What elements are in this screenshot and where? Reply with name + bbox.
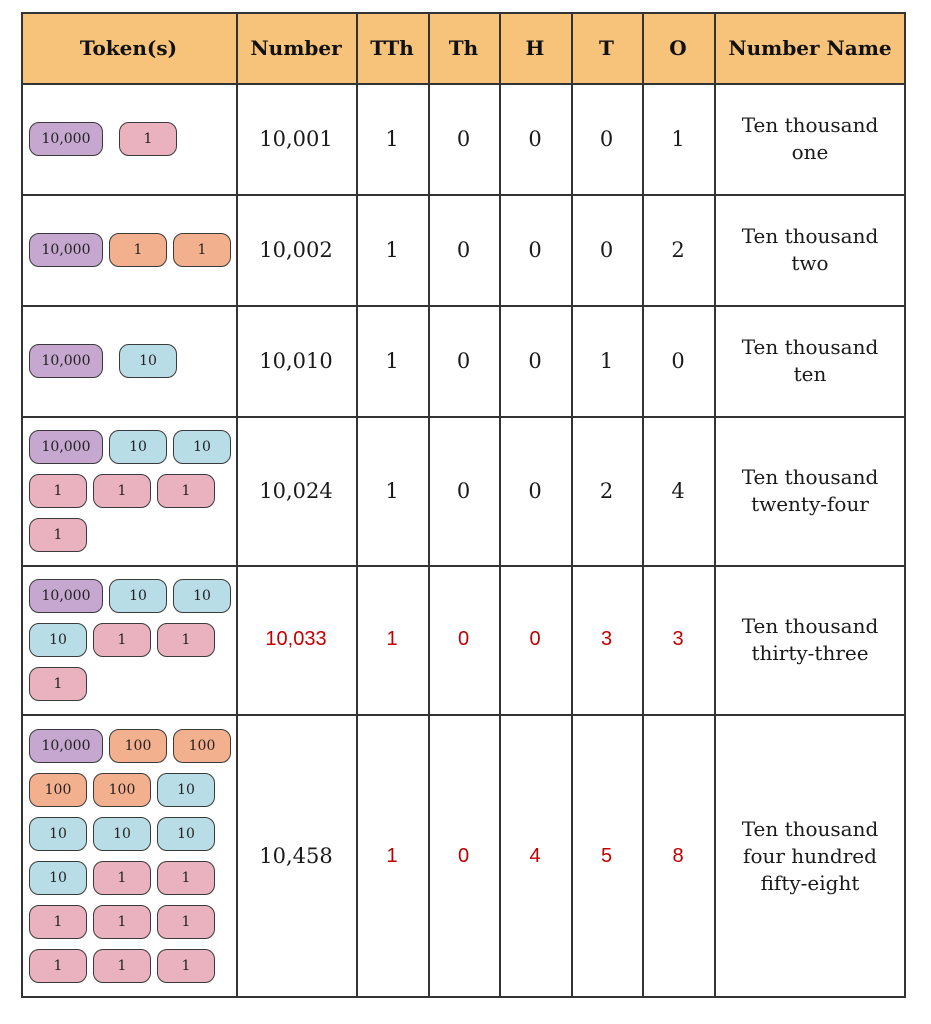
digit-tth: 1 — [386, 844, 398, 867]
digit-h: 0 — [528, 348, 542, 373]
digit-tth: 1 — [385, 478, 399, 503]
token-group — [21, 416, 236, 565]
column-divider — [236, 12, 238, 998]
token-1: 1 — [29, 667, 87, 701]
number-name-line: four hundred — [743, 843, 877, 868]
token-1: 1 — [29, 905, 87, 939]
number-name-line: ten — [793, 361, 827, 386]
number-name — [714, 305, 906, 416]
header-tokens: Token(s) — [21, 12, 236, 83]
token-10000: 10,000 — [29, 122, 103, 156]
token-10: 10 — [173, 579, 231, 613]
number-value: 10,458 — [259, 844, 333, 868]
digit-th: 0 — [457, 628, 470, 650]
row-divider — [21, 714, 906, 716]
digit-th: 0 — [456, 237, 471, 262]
token-group — [21, 305, 236, 416]
token-100: 100 — [93, 773, 151, 807]
digit-o: 0 — [671, 348, 685, 373]
token-1o: 1 — [109, 233, 167, 267]
token-1: 1 — [93, 905, 151, 939]
row-divider — [21, 996, 906, 998]
number-value: 10,024 — [259, 478, 333, 503]
token-10000: 10,000 — [29, 344, 103, 378]
token-1: 1 — [93, 474, 151, 508]
token-1: 1 — [119, 122, 177, 156]
row-divider — [21, 194, 906, 196]
number-name-line: Ten thousand — [741, 613, 879, 638]
number-name — [714, 83, 906, 194]
header-t: T — [571, 12, 642, 83]
number-name-line: twenty-four — [751, 491, 869, 516]
token-10000: 10,000 — [29, 233, 103, 267]
token-10: 10 — [109, 579, 167, 613]
digit-o: 3 — [672, 628, 684, 650]
number-name — [714, 194, 906, 305]
column-divider — [21, 12, 23, 998]
header-number-name: Number Name — [714, 12, 906, 83]
token-1: 1 — [157, 905, 215, 939]
number-name-line: thirty-three — [751, 640, 869, 665]
digit-th: 0 — [457, 844, 470, 867]
token-10: 10 — [29, 817, 87, 851]
header-th: Th — [428, 12, 499, 83]
number-name — [714, 565, 906, 714]
column-divider — [714, 12, 716, 998]
number-name — [714, 714, 906, 998]
table-grid — [21, 12, 906, 998]
token-10000: 10,000 — [29, 430, 103, 464]
token-1: 1 — [29, 518, 87, 552]
number-name-line: one — [791, 139, 829, 164]
token-100: 100 — [109, 729, 167, 763]
column-divider — [642, 12, 644, 998]
number-name-line: Ten thousand — [741, 816, 879, 841]
place-value-table — [21, 12, 906, 998]
digit-h: 4 — [529, 844, 541, 867]
token-1: 1 — [157, 623, 215, 657]
column-divider — [356, 12, 358, 998]
token-group — [21, 565, 236, 714]
token-1: 1 — [93, 623, 151, 657]
token-10000: 10,000 — [29, 729, 103, 763]
token-1: 1 — [93, 949, 151, 983]
digit-th: 0 — [456, 126, 471, 151]
digit-h: 0 — [528, 126, 542, 151]
token-10: 10 — [157, 773, 215, 807]
token-1: 1 — [157, 949, 215, 983]
digit-tth: 1 — [385, 348, 399, 373]
number-value: 10,033 — [265, 628, 327, 650]
token-10: 10 — [119, 344, 177, 378]
token-group — [21, 714, 236, 998]
number-name-line: fifty-eight — [760, 870, 860, 895]
digit-tth: 1 — [385, 126, 399, 151]
number-name-line: Ten thousand — [741, 334, 879, 359]
digit-h: 0 — [529, 628, 541, 650]
header-o: O — [642, 12, 714, 83]
number-name-line: Ten thousand — [741, 112, 879, 137]
digit-t: 3 — [600, 628, 613, 650]
digit-tth: 1 — [386, 628, 398, 650]
token-10: 10 — [29, 861, 87, 895]
column-divider — [571, 12, 573, 998]
digit-h: 0 — [528, 237, 542, 262]
digit-t: 0 — [599, 126, 614, 151]
digit-t: 5 — [600, 844, 613, 867]
token-100: 100 — [173, 729, 231, 763]
digit-th: 0 — [456, 478, 471, 503]
digit-th: 0 — [456, 348, 471, 373]
digit-o: 8 — [672, 844, 684, 867]
token-group — [21, 194, 236, 305]
digit-o: 1 — [671, 126, 685, 151]
column-divider — [904, 12, 906, 998]
number-value: 10,001 — [259, 126, 333, 151]
token-10000: 10,000 — [29, 579, 103, 613]
number-name-line: two — [791, 250, 829, 275]
token-group — [21, 83, 236, 194]
token-10: 10 — [29, 623, 87, 657]
row-divider — [21, 12, 906, 14]
row-divider — [21, 305, 906, 307]
number-value: 10,002 — [259, 237, 333, 262]
number-name — [714, 416, 906, 565]
token-1: 1 — [29, 949, 87, 983]
column-divider — [499, 12, 501, 998]
digit-t: 0 — [599, 237, 614, 262]
digit-o: 2 — [671, 237, 685, 262]
token-1: 1 — [93, 861, 151, 895]
token-10: 10 — [93, 817, 151, 851]
token-1: 1 — [157, 861, 215, 895]
row-divider — [21, 416, 906, 418]
token-10: 10 — [173, 430, 231, 464]
header-number: Number — [236, 12, 356, 83]
digit-h: 0 — [528, 478, 542, 503]
header-tth: TTh — [356, 12, 428, 83]
digit-t: 2 — [599, 478, 614, 503]
digit-tth: 1 — [385, 237, 399, 262]
number-name-line: Ten thousand — [741, 464, 879, 489]
digit-t: 1 — [599, 348, 614, 373]
digit-o: 4 — [671, 478, 685, 503]
token-1o: 1 — [173, 233, 231, 267]
row-divider — [21, 83, 906, 85]
number-name-line: Ten thousand — [741, 223, 879, 248]
column-divider — [428, 12, 430, 998]
token-1: 1 — [29, 474, 87, 508]
token-10: 10 — [157, 817, 215, 851]
token-100: 100 — [29, 773, 87, 807]
token-10: 10 — [109, 430, 167, 464]
row-divider — [21, 565, 906, 567]
header-h: H — [499, 12, 571, 83]
number-value: 10,010 — [259, 348, 333, 373]
token-1: 1 — [157, 474, 215, 508]
